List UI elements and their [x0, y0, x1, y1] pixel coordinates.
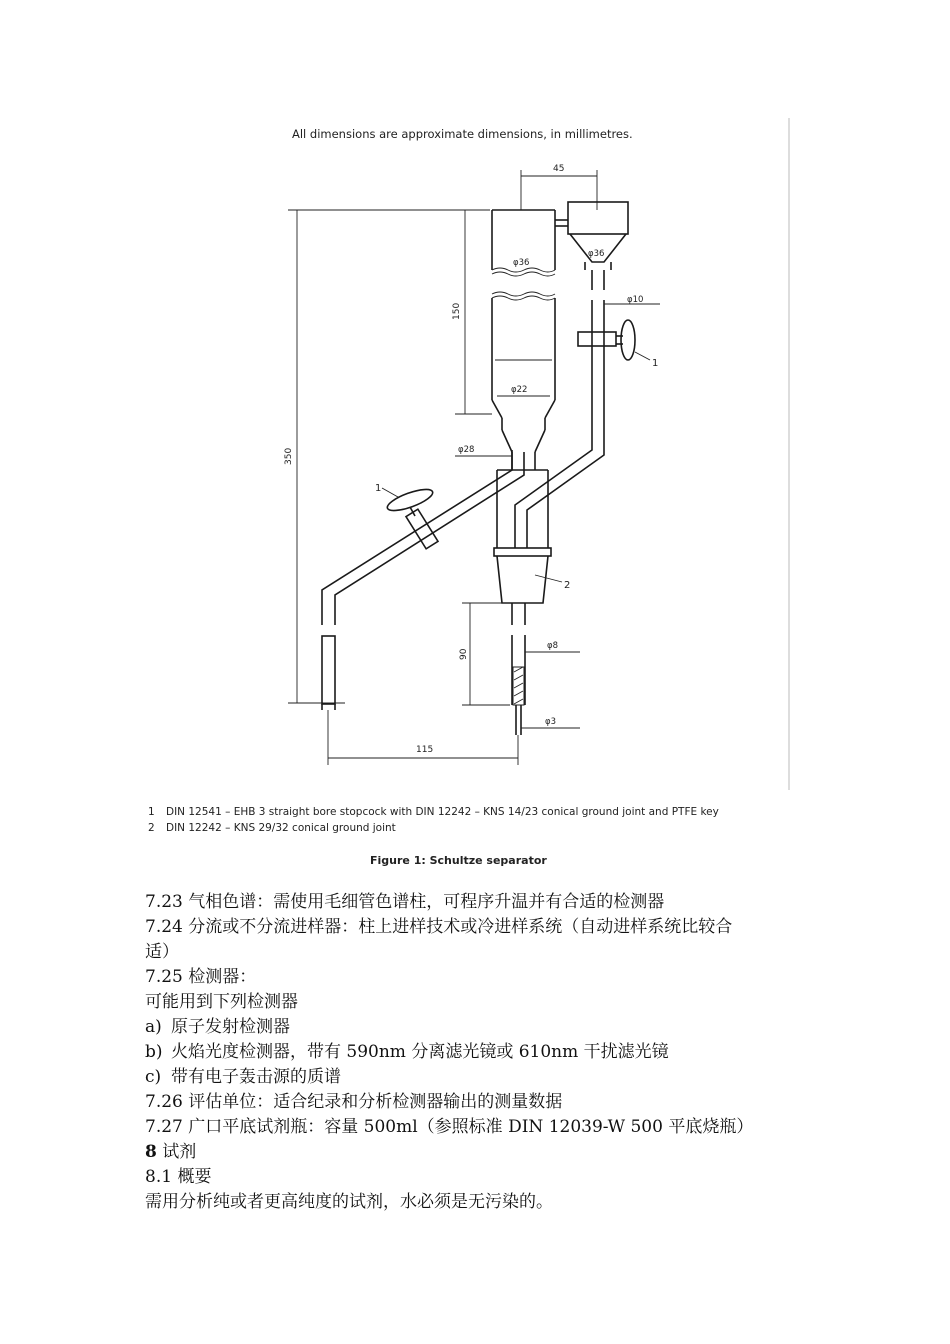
callout-1-upper: 1: [652, 358, 659, 369]
dim-150: 150: [452, 302, 462, 320]
figure-caption: Figure 1: Schultze separator: [370, 854, 547, 867]
list-text-b: 火焰光度检测器，带有 590nm 分离滤光镜或 610nm 干扰滤光镜: [171, 1042, 669, 1062]
dim-45: 45: [553, 164, 565, 174]
section-8-number: 8: [145, 1142, 157, 1162]
legend-1-num: 1: [148, 806, 155, 818]
callout-2: 2: [564, 580, 571, 591]
dim-phi10: φ10: [627, 295, 644, 305]
dim-phi28: φ28: [458, 445, 475, 455]
lower-stopcock: [385, 485, 438, 549]
section-8-heading: [145, 1140, 815, 1165]
list-item-a: [145, 1015, 815, 1040]
dim-phi36-column: φ36: [513, 258, 530, 268]
upper-stopcock: [578, 320, 635, 360]
list-item-c: [145, 1065, 815, 1090]
callout-1-lower: 1: [375, 483, 382, 494]
line-detectors-intro: 可能用到下列检测器: [145, 992, 298, 1012]
dim-phi3: φ3: [545, 717, 557, 727]
dim-phi36-funnel: φ36: [588, 249, 605, 259]
line-7-26: 7.26 评估单位：适合纪录和分析检测器输出的测量数据: [145, 1092, 563, 1112]
dimensions-note: All dimensions are approximate dimensions, in millimetres.: [292, 127, 633, 141]
dim-350: 350: [284, 447, 294, 465]
line-7-27: 7.27 广口平底试剂瓶：容量 500ml（参照标准 DIN 12039-W 500 平底烧瓶）: [145, 1117, 754, 1137]
line-7-25: 7.25 检测器：: [145, 967, 257, 987]
body-text: [145, 890, 815, 1215]
line-8-1-text: 需用分析纯或者更高纯度的试剂，水必须是无污染的。: [145, 1192, 553, 1212]
dim-90: 90: [459, 648, 469, 660]
list-marker-c: c): [145, 1067, 162, 1087]
list-marker-b: b): [145, 1042, 163, 1062]
list-text-c: 带有电子轰击源的质谱: [171, 1067, 341, 1087]
legend-2-text: DIN 12242 – KNS 29/32 conical ground joint: [166, 822, 396, 834]
section-8-title: 试剂: [156, 1142, 197, 1162]
legend-1-text: DIN 12541 – EHB 3 straight bore stopcock with DIN 12242 – KNS 14/23 conical ground joint and PTFE key: [166, 806, 719, 818]
line-7-23: 7.23 气相色谱：需使用毛细管色谱柱，可程序升温并有合适的检测器: [145, 892, 665, 912]
dim-phi8: φ8: [547, 641, 559, 651]
funnel: [515, 202, 628, 548]
list-item-b: [145, 1040, 815, 1065]
legend-2-num: 2: [148, 822, 155, 834]
line-7-24: 7.24 分流或不分流进样器：柱上进样技术或冷进样系统（自动进样系统比较合: [145, 917, 733, 937]
list-marker-a: a): [145, 1017, 162, 1037]
line-8-1: 8.1 概要: [145, 1167, 212, 1187]
dim-phi22: φ22: [511, 385, 528, 395]
line-7-24-cont: 适）: [145, 942, 179, 962]
dim-115: 115: [416, 745, 434, 755]
list-text-a: 原子发射检测器: [171, 1017, 290, 1037]
